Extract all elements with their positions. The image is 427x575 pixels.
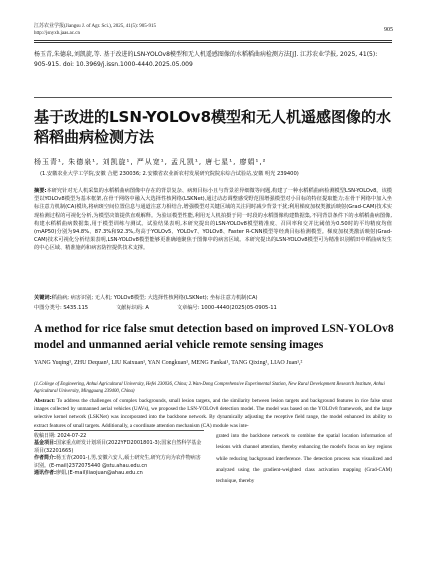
keywords-text-cn: 稻曲病; 病害识别; 无人机; YOLOv8模型; 大选择性核网络(LSKNet); 坐标注意力机制(CA) [51, 295, 258, 301]
abstract-chinese [34, 187, 392, 253]
authors-chinese: 杨玉青¹, 朱德泉¹, 刘凯旋¹, 严从宽¹, 孟凡凯¹, 唐七星¹, 廖娟¹,² [34, 158, 267, 166]
footnote-rule [34, 430, 204, 431]
header-rule-thin [34, 42, 392, 43]
corresponding-label: 通讯作者: [34, 470, 56, 477]
fund-note [34, 440, 204, 455]
citation: 杨玉青,朱德泉,刘凯旋,等. 基于改进的LSN-YOLOv8模型和无人机遥感图像的水稻稻曲病检测方法[J]. 江苏农业学报, 2025, 41(5): 905-915. doi: 10.3969/j.issn.1000-4440.2025.05.009 [34, 51, 378, 68]
header-rule [34, 40, 392, 41]
authors-english: YANG Yuqing¹, ZHU Dequan¹, LIU Kaixuan¹, YAN Congkuan¹, MENG Fankai¹, TANG Qixing¹, LIAO Juan¹,² [34, 360, 303, 366]
abstract-text-cn: 本研究针对无人机采集的水稻稻曲病图像中存在的背景复杂、病斑目标小且与背景差异细微等问题,构建了一种水稻稻曲病检测模型LSN-YOLOv8。该模型以YOLOv8模型为基本框架,在骨干网络中融入大选择性核网络(LSKNet),通过动态调整感受野范围增强模型对小目标的特征提取能力;在骨干网络中加入坐标注意力机制(CA)模块,将病斑空间位置信息与通道注意力相结合,增强模型对关键区域的关注同时减少背景干扰;利用梯度加权类激活映射(Grad-CAM)技术实现检测过程的可视化分析,为模型决策提供直观解释。为验证模型性能,利用无人机拍摄于同一时段的水稻图像构建数据集,不同背景条件下的水稻稻曲病图像,构建水稻稻曲病数据集,用于模型训练与测试。试验结果表明,本研究提出的LSN-YOLOv8模型精准度、召回率和交并比阈值为0.50时的平均精度均值(mAP50)分别为94.8%、87.3%和92.3%,均高于YOLOv5、YOLOv7、YOLOv8、Faster R-CNN模型等经典目标检测模型。梯度加权类激活映射(Grad-CAM)技术可视化分析结果表明,LSN-YOLOv8模型能够更准确地聚焦于图像中的病害区域。本研究提出的LSN-YOLOv8模型可为精准识别稻田中稻曲病发生的中心区域、精准施药和病害防控提供技术支撑。 [34, 188, 392, 252]
page-number: 905 [384, 27, 393, 33]
footnotes [34, 433, 204, 477]
keywords-chinese [34, 294, 392, 301]
affiliation-english: (1.College of Engineering, Anhui Agricultural University, Hefei 230036, China; 2.Wan-Dong Comprehensive Experimental Station, New Rural Development Research Institute, Anhui Agricultural University, Mingguang 239400, China) [34, 382, 385, 394]
author-bio-label: 作者简介: [34, 455, 56, 462]
journal-name: 江苏农业学报(Jiangsu J. of Agr. Sci.), 2025, 41(5): 905-915 [34, 24, 156, 29]
abstract-text-en-part1: To address the challenges of complex backgrounds, small lesion targets, and the similarity between lesion targets and background features in rice false smut images collected by unmanned aerial vehicles (UAVs), we proposed the LSN-YOLOv8 detection model. The model was based on the YOLOv8 framework, and the large selective kernel network (LSKNet) was incorporated into the backbone network. By dynamically adjusting the receptive field range, the model enhanced its ability to extract features of small targets. Additionally, a coordinate attention mechanism (CA) module was inte- [34, 398, 392, 429]
received-date: 收稿日期: 2024-07-22 [34, 433, 87, 439]
title-chinese: 基于改进的LSN-YOLOv8模型和无人机遥感图像的水稻稻曲病检测方法 [34, 108, 392, 146]
abstract-english [34, 397, 392, 430]
author-bio [34, 455, 204, 470]
citation-rule [34, 97, 392, 98]
keywords-label-cn: 关键词: [34, 295, 52, 301]
journal-header [34, 24, 156, 37]
corresponding-author [34, 470, 204, 477]
journal-url: http://jsnyxb.jaas.ac.cn [34, 30, 80, 36]
corresponding-text: 廖娟,(E-mail)liaojuan@ahau.edu.cn [56, 470, 143, 477]
document-code: 文献标识码: A [116, 305, 149, 311]
affiliation-chinese: (1.安徽农业大学工学院,安徽 合肥 230036; 2.安徽省农业新农村发展研究院院东综合试验站,安徽 明光 239400) [40, 171, 299, 177]
abstract-english-continued: grated into the backbone network to combine the spatial location information of lesions with channel attention, thereby enhancing the model's focus on key regions while reducing background interference. The detection process was visualized and analyzed using the gradient-weighted class activation mapping (Grad-CAM) technique, thereby [216, 433, 392, 485]
author-bio-text: 杨玉青(2001-),男,安徽六安人,硕士研究生,研究方向为农作物病害识别。(E-mail)2372075440 @stu.ahau.edu.cn [34, 455, 201, 469]
classification-meta [34, 304, 392, 311]
abstract-label-cn: 摘要: [34, 188, 47, 194]
clc-number: 中图分类号: S435.115 [34, 305, 89, 311]
fund-text: 国家重点研发计划项目(2022YFD2001801-3);国家自然科学基金项目(32201665) [34, 440, 202, 454]
abstract-label-en: Abstract: [34, 398, 56, 404]
fund-label: 基金项目: [34, 440, 56, 447]
title-english: A method for rice false smut detection based on improved LSN-YOLOv8 model and unmanned aerial vehicle remote sensing images [34, 322, 394, 351]
article-number: 文章编号: 1000-4440(2025)05-0905-11 [176, 305, 277, 311]
